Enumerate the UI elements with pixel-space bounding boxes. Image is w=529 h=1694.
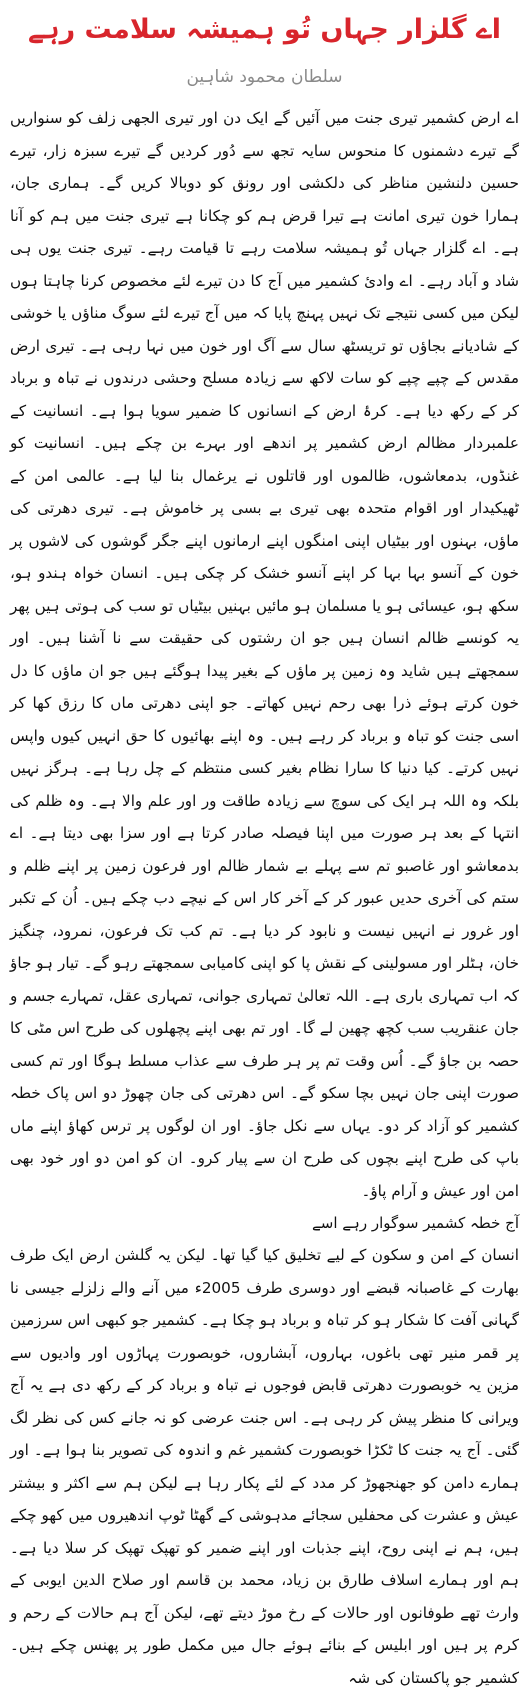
- paragraph-1: اے ارض کشمیر تیری جنت میں آئیں گے ایک دن اور تیری الجھی زلف کو سنواریں گے تیرے دشمنوں کا منحوس سایہ تجھ سے دُور کردیں گے تیرے سبزہ زار، تیرے حسین دلنشین مناظر کی دلکشی اور رونق کو دوبالا کریں گے۔ ہماری جان، ہمارا خون تیری امانت ہے تیرا قرض ہم کو چکانا ہے تیری جنت میں ہم کو آنا ہے۔ اے گلزار جہاں تُو ہمیشہ سلامت رہے تا قیامت رہے۔ تیری جنت یوں ہی شاد و آباد رہے۔ اے وادئ کشمیر میں آج کا دن تیرے لئے مخصوص کرنا چاہتا ہوں لیکن میں کسی نتیجے تک نہیں پہنچ پایا کہ میں آج تیرے لئے سوگ مناؤں یا خوشی کے شادیانے بجاؤں تو تریسٹھ سال سے آگ اور خون میں نہا رہی ہے۔ تیری ارض مقدس کے چپے چپے کو سات لاکھ سے زیادہ مسلح وحشی درندوں نے تباہ و برباد کر کے رکھ دیا ہے۔ کرۂ ارض کے انسانوں کا ضمیر سویا ہوا ہے۔ انسانیت کے علمبردار مظالم ارض کشمیر پر اندھے اور بہرے بن چکے ہیں۔ انسانیت کو غنڈوں، بدمعاشوں، ظالموں اور قاتلوں نے یرغمال بنا لیا ہے۔ عالمی امن کے ٹھیکیدار اور اقوام متحدہ بھی تیری بے بسی پر خاموش ہے۔ تیری دھرتی کی ماؤں، بہنوں اور بیٹیاں اپنی امنگوں اپنے ارمانوں اپنے جگر گوشوں کی لاشوں پر خون کے آنسو بہا بہا کر اپنے آنسو خشک کر چکی ہیں۔ انسان خواہ ہندو ہو، سکھ ہو، عیسائی ہو یا مسلمان ہو مائیں بہنیں بیٹیاں تو سب کی ہوتی ہیں پھر یہ کونسے ظالم انسان ہیں جو ان رشتوں کی حقیقت سے نا آشنا ہیں۔ اور سمجھتے ہیں شاید وہ زمین پر ماؤں کے بغیر پیدا ہوگئے ہیں جو ان ماؤں کا دل خون کرتے ہوئے ذرا بھی رحم نہیں کھاتے۔ جو اپنی دھرتی ماں کا رزق کھا کر اسی جنت کو تباہ و برباد کر رہے ہیں۔ وہ اپنے بھائیوں کا حق انہیں کیوں واپس نہیں کرتے۔ کیا دنیا کا سارا نظام بغیر کسی منتظم کے چل رہا ہے۔ ہرگز نہیں بلکہ وہ اللہ ہر ایک کی سوچ سے زیادہ طاقت ور اور علم والا ہے۔ وہ ظلم کی انتہا کے بعد ہر صورت میں اپنا فیصلہ صادر کرتا ہے اور سزا بھی دیتا ہے۔ اے بدمعاشو اور غاصبو تم سے پہلے بے شمار ظالم اور فرعون زمین پر اپنے ظلم و ستم کی آخری حدیں عبور کر کے آخر کار اس کے نیچے دب چکے ہیں۔ اُن کے تکبر اور غرور نے انہیں نیست و نابود کر دیا ہے۔ تم کب تک فرعون، نمرود، چنگیز خان، ہٹلر اور مسولینی کے نقش پا کو اپنی کامیابی سمجھتے رہو گے۔ تیار ہو جاؤ کہ اب تمہاری باری ہے۔ اللہ تعالیٰ تمہاری جوانی، تمہاری عقل، تمہارے جسم و جان عنقریب سب کچھ چھین لے گا۔ اور تم بھی اپنے پچھلوں کی طرح اس مٹی کا حصہ بن جاؤ گے۔ اُس وقت تم پر ہر طرف سے عذاب مسلط ہوگا اور تم کسی صورت اپنی جان نہیں بچا سکو گے۔ اس دھرتی کی جان چھوڑ دو اس پاک خطہ کشمیر کو آزاد کر دو۔ یہاں سے نکل جاؤ۔ اور ان لوگوں پر ترس کھاؤ اپنے ماں باپ کی طرح اپنے بچوں کی طرح ان سے پیار کرو۔ ان کو امن دو اور خود بھی امن اور عیش و آرام پاؤ۔: [10, 109, 519, 1200]
- article-body: [10, 102, 519, 1694]
- article-title: اے گلزار جہاں تُو ہمیشہ سلامت رہے: [27, 14, 502, 45]
- paragraph-2: انسان کے امن و سکون کے لیے تخلیق کیا گیا تھا۔ لیکن یہ گلشن ارض ایک طرف بھارت کے غاصبانہ قبضے اور دوسری طرف 2005ء میں آنے والے زلزلے جیسی نا گہانی آفت کا شکار ہو کر تباہ و برباد ہو چکا ہے۔ کشمیر جو کبھی اس سرزمین پر قمر منیر تھی باغوں، بہاروں، آبشاروں، خوبصورت پہاڑوں اور وادیوں سے مزین یہ خوبصورت دھرتی قابض فوجوں نے تباہ و برباد کر کے رکھ دی ہے یہ آج ویرانی کا منظر پیش کر رہی ہے۔ اس جنت عرضی کو نہ جانے کس کی نظر لگ گئی۔ آج یہ جنت کا ٹکڑا خوبصورت کشمیر غم و اندوہ کی تصویر بنا ہوا ہے۔ اور ہمارے دامن کو جھنجھوڑ کر مدد کے لئے پکار رہا ہے لیکن ہم سے اکثر و بیشتر عیش و عشرت کی محفلیں سجائے مدہوشی کے گھٹا ٹوپ اندھیروں میں کھو چکے ہیں، ہم نے اپنی روح، اپنے جذبات اور اپنے ضمیر کو تھپک تھپک کر سلا دیا ہے۔ ہم اور ہمارے اسلاف طارق بن زیاد، محمد بن قاسم اور صلاح الدین ایوبی کے وارث تھے طوفانوں اور حالات کے رخ موڑ دیتے تھے، لیکن آج ہم حالات کے رحم و کرم پر ہیں اور ابلیس کے بنائے ہوئے جال میں مکمل طور پر پھنس چکے ہیں۔ کشمیر جو پاکستان کی شہ: [9, 1246, 519, 1687]
- author-name: سلطان محمود شاہین: [186, 67, 343, 87]
- section-caption: آج خطہ کشمیر سوگوار رہے اسے: [311, 1214, 519, 1232]
